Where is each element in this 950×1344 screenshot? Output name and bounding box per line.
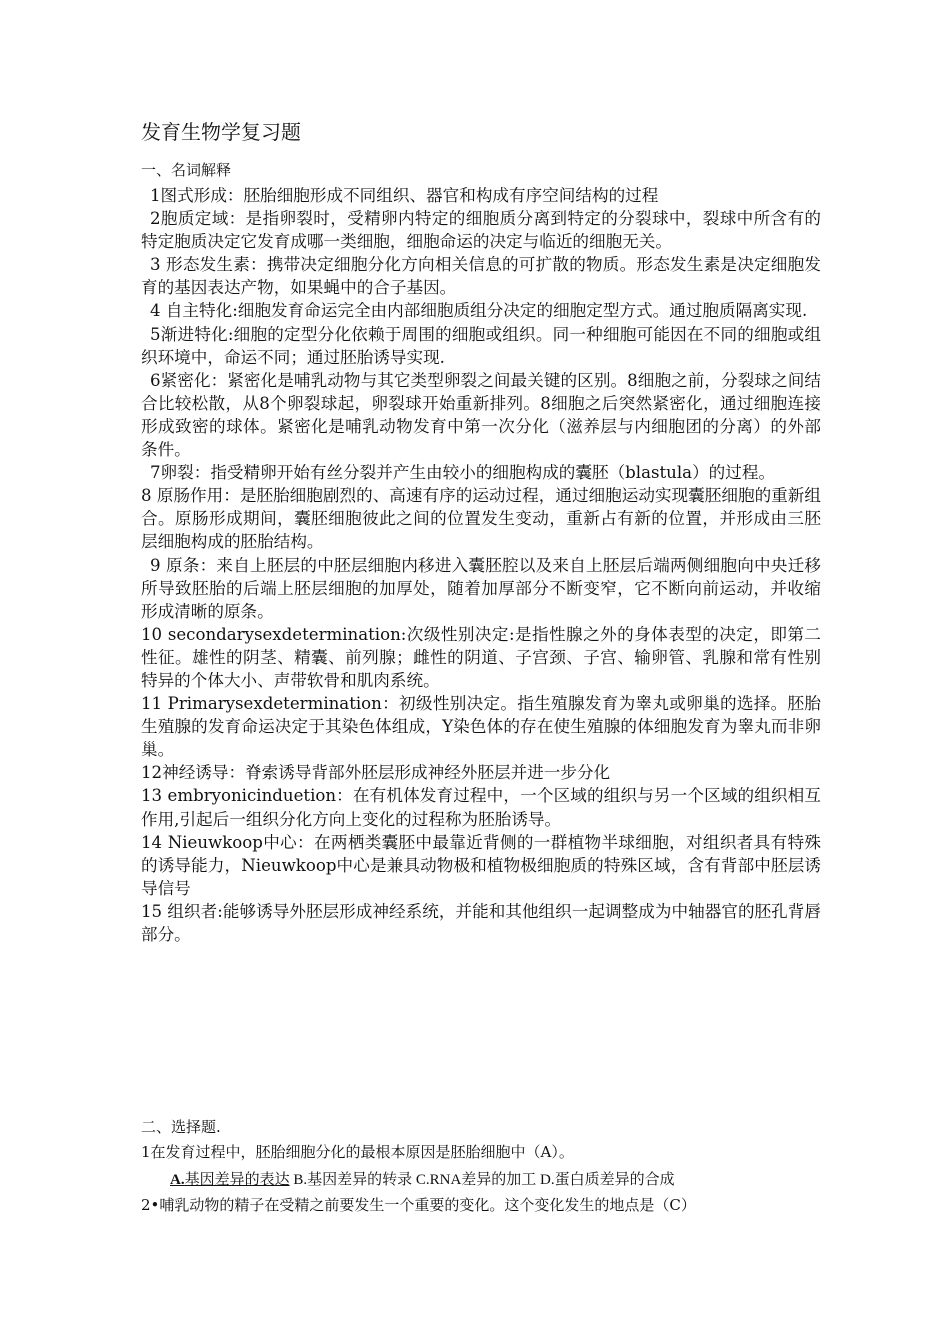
definition-item: 8 原肠作用：是胚胎细胞剧烈的、高速有序的运动过程，通过细胞运动实现囊胚细胞的重新组合。原肠形成期间，囊胚细胞彼此之间的位置发生变动，重新占有新的位置，并形成由三胚层细胞构成的胚胎结构。 bbox=[141, 486, 821, 552]
definition-item: 14 Nieuwkoop中心：在两栖类囊胚中最靠近背侧的一群植物半球细胞，对组织者具有特殊的诱导能力，Nieuwkoop中心是兼具动物极和植物极细胞质的特殊区域，含有背部中胚层诱导信号 bbox=[141, 832, 821, 898]
options-rest: B.基因差异的转录 C.RNA差异的加工 D.蛋白质差异的合成 bbox=[289, 1172, 675, 1188]
question-1: 1在发育过程中，胚胎细胞分化的最根本原因是胚胎细胞中（A）。 bbox=[141, 1143, 574, 1161]
definition-item: 12神经诱导：脊索诱导背部外胚层形成神经外胚层并进一步分化 bbox=[141, 763, 611, 783]
definition-item: 2胞质定域：是指卵裂时，受精卵内特定的细胞质分离到特定的分裂球中，裂球中所含有的特定胞质决定它发育成哪一类细胞，细胞命运的决定与临近的细胞无关。 bbox=[141, 209, 821, 252]
definition-item: 5渐进特化:细胞的定型分化依赖于周围的细胞或组织。同一种细胞可能因在不同的细胞或组织环境中，命运不同；通过胚胎诱导实现. bbox=[141, 324, 821, 367]
question-1-options bbox=[170, 1168, 675, 1192]
definition-item: 15 组织者:能够诱导外胚层形成神经系统，并能和其他组织一起调整成为中轴器官的胚孔背唇部分。 bbox=[141, 901, 821, 944]
definitions-list bbox=[141, 184, 821, 946]
option-a-letter: A. bbox=[170, 1172, 185, 1188]
definition-item: 9 原条：来自上胚层的中胚层细胞内移进入囊胚腔以及来自上胚层后端两侧细胞向中央迁移所导致胚胎的后端上胚层细胞的加厚处，随着加厚部分不断变窄，它不断向前运动，并收缩形成清晰的原条。 bbox=[141, 555, 821, 621]
page-title: 发育生物学复习题 bbox=[141, 120, 301, 144]
option-a-answer bbox=[170, 1172, 290, 1188]
definition-item: 13 embryonicinduetion：在有机体发育过程中，一个区域的组织与另一个区域的组织相互作用,引起后一组织分化方向上变化的过程称为胚胎诱导。 bbox=[141, 786, 821, 829]
section-heading-choice: 二、选择题. bbox=[141, 1118, 221, 1136]
definition-item: 11 Primarysexdetermination：初级性别决定。指生殖腺发育为睾丸或卵巢的选择。胚胎生殖腺的发育命运决定于其染色体组成，Y染色体的存在使生殖腺的体细胞发育为睾丸而非卵巢。 bbox=[141, 694, 821, 760]
definition-item: 6紧密化：紧密化是哺乳动物与其它类型卵裂之间最关键的区别。8细胞之前，分裂球之间结合比较松散，从8个卵裂球起，卵裂球开始重新排列。8细胞之后突然紧密化，通过细胞连接形成致密的球体。紧密化是哺乳动物发育中第一次分化（滋养层与内细胞团的分离）的外部条件。 bbox=[141, 370, 821, 460]
definition-item: 10 secondarysexdetermination:次级性别决定:是指性腺之外的身体表型的决定，即第二性征。雄性的阴茎、精囊、前列腺；雌性的阴道、子宫颈、子宫、输卵管、乳腺和常有性别特异的个体大小、声带软骨和肌肉系统。 bbox=[141, 624, 821, 690]
section-heading-definitions: 一、名词解释 bbox=[141, 161, 232, 179]
definition-item: 3 形态发生素：携带决定细胞分化方向相关信息的可扩散的物质。形态发生素是决定细胞发育的基因表达产物，如果蝇中的合子基因。 bbox=[141, 255, 821, 298]
definition-item: 4 自主特化:细胞发育命运完全由内部细胞质组分决定的细胞定型方式。通过胞质隔离实现. bbox=[150, 301, 808, 321]
definition-item: 1图式形成：胚胎细胞形成不同组织、器官和构成有序空间结构的过程 bbox=[150, 186, 659, 205]
question-2: 2•哺乳动物的精子在受精之前要发生一个重要的变化。这个变化发生的地点是（C） bbox=[141, 1196, 696, 1214]
definition-item: 7卵裂：指受精卵开始有丝分裂并产生由较小的细胞构成的囊胚（blastula）的过程。 bbox=[150, 463, 776, 483]
option-a-text: 基因差异的表达 bbox=[184, 1172, 290, 1188]
